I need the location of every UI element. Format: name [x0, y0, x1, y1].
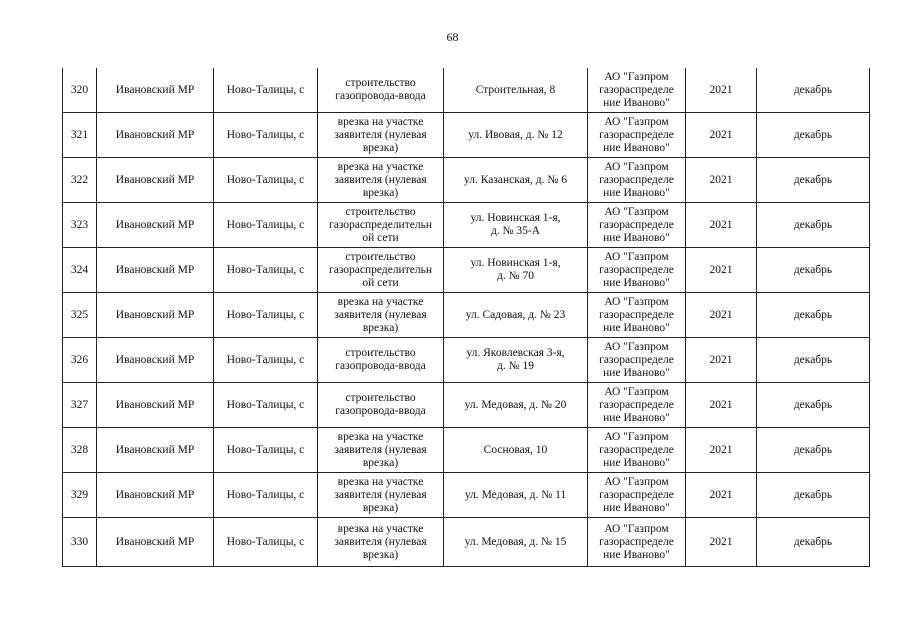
locality-cell: Ново-Талицы, с: [214, 383, 318, 428]
district-cell: Ивановский МР: [97, 68, 214, 113]
year-cell: 2021: [686, 68, 757, 113]
year-cell: 2021: [686, 113, 757, 158]
locality-cell: Ново-Талицы, с: [214, 338, 318, 383]
table-row: [63, 383, 870, 428]
table-body: [63, 68, 870, 567]
row-number-cell: 324: [63, 248, 97, 293]
gas-works-table: [62, 68, 870, 567]
district-cell: Ивановский МР: [97, 338, 214, 383]
year-cell: 2021: [686, 248, 757, 293]
work-type-cell: врезка на участке заявителя (нулевая врезка): [318, 473, 444, 518]
row-number-cell: 323: [63, 203, 97, 248]
organization-cell: АО "Газпром газораспределе ние Иваново": [588, 473, 686, 518]
address-cell: ул. Ивовая, д. № 12: [444, 113, 588, 158]
address-cell: ул. Садовая, д. № 23: [444, 293, 588, 338]
month-cell: декабрь: [757, 248, 870, 293]
year-cell: 2021: [686, 428, 757, 473]
table-row: [63, 338, 870, 383]
table-row: [63, 68, 870, 113]
work-type-cell: строительство газопровода-ввода: [318, 383, 444, 428]
year-cell: 2021: [686, 203, 757, 248]
row-number-cell: 320: [63, 68, 97, 113]
table-row: [63, 203, 870, 248]
year-cell: 2021: [686, 383, 757, 428]
district-cell: Ивановский МР: [97, 518, 214, 567]
month-cell: декабрь: [757, 293, 870, 338]
district-cell: Ивановский МР: [97, 428, 214, 473]
work-type-cell: врезка на участке заявителя (нулевая врезка): [318, 293, 444, 338]
work-type-cell: строительство газопровода-ввода: [318, 68, 444, 113]
organization-cell: АО "Газпром газораспределе ние Иваново": [588, 293, 686, 338]
table-row: [63, 248, 870, 293]
table-row: [63, 518, 870, 567]
row-number-cell: 321: [63, 113, 97, 158]
work-type-cell: врезка на участке заявителя (нулевая врезка): [318, 428, 444, 473]
address-cell: ул. Яковлевская 3-я, д. № 19: [444, 338, 588, 383]
locality-cell: Ново-Талицы, с: [214, 203, 318, 248]
locality-cell: Ново-Талицы, с: [214, 428, 318, 473]
month-cell: декабрь: [757, 383, 870, 428]
row-number-cell: 325: [63, 293, 97, 338]
address-cell: ул. Медовая, д. № 15: [444, 518, 588, 567]
row-number-cell: 328: [63, 428, 97, 473]
page-number: 68: [446, 30, 459, 44]
work-type-cell: врезка на участке заявителя (нулевая врезка): [318, 113, 444, 158]
address-cell: ул. Казанская, д. № 6: [444, 158, 588, 203]
district-cell: Ивановский МР: [97, 113, 214, 158]
work-type-cell: строительство газораспределительн ой сети: [318, 203, 444, 248]
organization-cell: АО "Газпром газораспределе ние Иваново": [588, 158, 686, 203]
table-row: [63, 428, 870, 473]
table-row: [63, 113, 870, 158]
locality-cell: Ново-Талицы, с: [214, 158, 318, 203]
district-cell: Ивановский МР: [97, 248, 214, 293]
table-row: [63, 473, 870, 518]
address-cell: ул. Медовая, д. № 20: [444, 383, 588, 428]
work-type-cell: врезка на участке заявителя (нулевая врезка): [318, 518, 444, 567]
district-cell: Ивановский МР: [97, 473, 214, 518]
row-number-cell: 326: [63, 338, 97, 383]
organization-cell: АО "Газпром газораспределе ние Иваново": [588, 203, 686, 248]
work-type-cell: строительство газопровода-ввода: [318, 338, 444, 383]
organization-cell: АО "Газпром газораспределе ние Иваново": [588, 113, 686, 158]
year-cell: 2021: [686, 518, 757, 567]
year-cell: 2021: [686, 158, 757, 203]
work-type-cell: строительство газораспределительн ой сети: [318, 248, 444, 293]
locality-cell: Ново-Талицы, с: [214, 473, 318, 518]
district-cell: Ивановский МР: [97, 293, 214, 338]
month-cell: декабрь: [757, 518, 870, 567]
month-cell: декабрь: [757, 338, 870, 383]
organization-cell: АО "Газпром газораспределе ние Иваново": [588, 428, 686, 473]
district-cell: Ивановский МР: [97, 158, 214, 203]
month-cell: декабрь: [757, 473, 870, 518]
row-number-cell: 329: [63, 473, 97, 518]
organization-cell: АО "Газпром газораспределе ние Иваново": [588, 248, 686, 293]
month-cell: декабрь: [757, 113, 870, 158]
address-cell: ул. Новинская 1-я, д. № 70: [444, 248, 588, 293]
year-cell: 2021: [686, 473, 757, 518]
locality-cell: Ново-Талицы, с: [214, 293, 318, 338]
district-cell: Ивановский МР: [97, 383, 214, 428]
organization-cell: АО "Газпром газораспределе ние Иваново": [588, 68, 686, 113]
district-cell: Ивановский МР: [97, 203, 214, 248]
month-cell: декабрь: [757, 158, 870, 203]
month-cell: декабрь: [757, 203, 870, 248]
table-row: [63, 293, 870, 338]
month-cell: декабрь: [757, 428, 870, 473]
organization-cell: АО "Газпром газораспределе ние Иваново": [588, 338, 686, 383]
address-cell: Сосновая, 10: [444, 428, 588, 473]
month-cell: декабрь: [757, 68, 870, 113]
locality-cell: Ново-Талицы, с: [214, 248, 318, 293]
row-number-cell: 327: [63, 383, 97, 428]
locality-cell: Ново-Талицы, с: [214, 113, 318, 158]
address-cell: ул. Новинская 1-я, д. № 35-А: [444, 203, 588, 248]
address-cell: ул. Медовая, д. № 11: [444, 473, 588, 518]
organization-cell: АО "Газпром газораспределе ние Иваново": [588, 383, 686, 428]
work-type-cell: врезка на участке заявителя (нулевая врезка): [318, 158, 444, 203]
year-cell: 2021: [686, 293, 757, 338]
year-cell: 2021: [686, 338, 757, 383]
address-cell: Строительная, 8: [444, 68, 588, 113]
table-row: [63, 158, 870, 203]
row-number-cell: 330: [63, 518, 97, 567]
organization-cell: АО "Газпром газораспределе ние Иваново": [588, 518, 686, 567]
locality-cell: Ново-Талицы, с: [214, 68, 318, 113]
row-number-cell: 322: [63, 158, 97, 203]
locality-cell: Ново-Талицы, с: [214, 518, 318, 567]
